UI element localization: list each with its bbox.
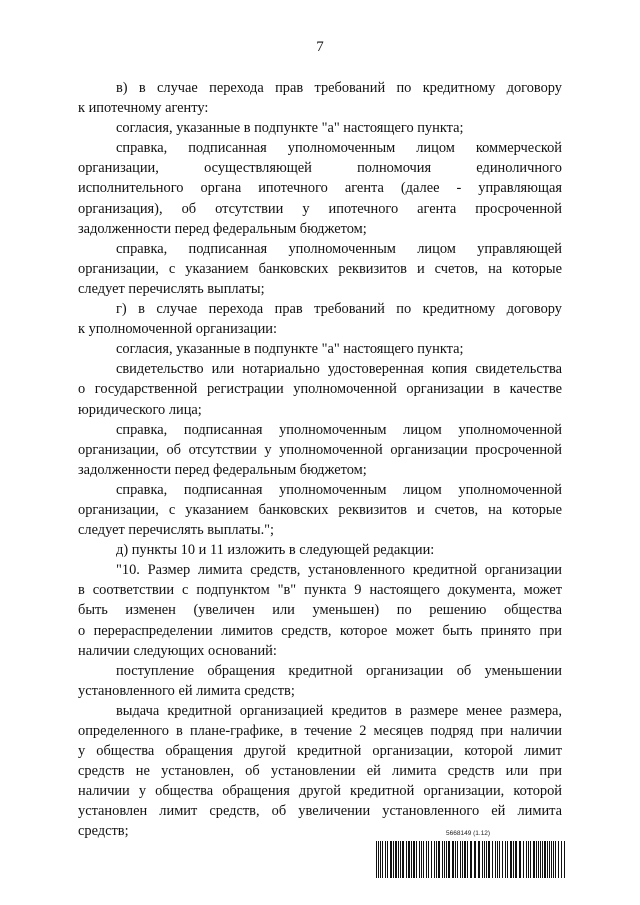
text-line: юридического лица; (78, 401, 202, 418)
barcode-bar (385, 841, 386, 878)
barcode-bar (426, 841, 427, 878)
barcode-bar (423, 841, 424, 878)
barcode-bar (395, 841, 397, 878)
barcode-bar (523, 841, 524, 878)
barcode-bar (507, 841, 508, 878)
barcode-bar (460, 841, 461, 878)
barcode-bar (564, 841, 565, 878)
page-number: 7 (316, 39, 324, 55)
text-line: быть изменен (увеличен или уменьшен) по решению общества (78, 602, 562, 619)
text-line: "10. Размер лимита средств, установленного кредитной организации (116, 562, 562, 579)
text-line: поступление обращения кредитной организации об уменьшении (116, 662, 562, 679)
barcode-bar (402, 841, 404, 878)
text-line: следует перечислять выплаты."; (78, 522, 275, 539)
barcode-bar (515, 841, 517, 878)
barcode-bar (538, 841, 539, 878)
barcode-bar (462, 841, 463, 878)
text-line: следует перечислять выплаты; (78, 280, 265, 297)
text-line: определенного в плане-графике, в течение 2 месяцев подряд при наличии (78, 723, 562, 739)
barcode-bar (431, 841, 432, 878)
barcode-bar (488, 841, 490, 878)
text-line: справка, подписанная уполномоченным лицом уполномоченной (116, 481, 562, 498)
barcode-bar (536, 841, 537, 878)
barcode-bar (434, 841, 435, 878)
barcode-bar (526, 841, 527, 878)
text-line: средств не установлен, об установлении ей лимита средств или при (78, 763, 562, 780)
barcode-bar (533, 841, 535, 878)
barcode-bar (484, 841, 485, 878)
text-line: наличии следующих оснований: (78, 642, 277, 659)
barcode-bar (457, 841, 458, 878)
barcode-image (376, 841, 565, 878)
text-line: организации, с указанием банковских реквизитов и счетов, на которые (78, 501, 562, 518)
text-line: г) в случае перехода прав требований по кредитному договору (116, 301, 562, 318)
barcode-bar (428, 841, 429, 878)
barcode-bar (408, 841, 410, 878)
barcode-bar (421, 841, 422, 878)
barcode-bar (387, 841, 388, 878)
text-line: организация), об отсутствии у ипотечного агента просроченной (78, 200, 562, 217)
text-line: средств; (78, 823, 129, 840)
barcode-bar (558, 841, 559, 878)
barcode-bar (505, 841, 506, 878)
text-line: выдача кредитной организацией кредитов в размере менее размера, (116, 702, 562, 719)
text-line: задолженности перед федеральным бюджетом; (78, 461, 367, 478)
barcode-bar (499, 841, 500, 878)
text-line: установленного ей лимита средств; (78, 682, 295, 699)
text-line: о государственной регистрации уполномоченной организации в качестве (78, 381, 562, 398)
barcode-bar (482, 841, 483, 878)
barcode-bar (551, 841, 552, 878)
barcode-bar (455, 841, 456, 878)
barcode-bar (376, 841, 377, 878)
barcode-bar (419, 841, 420, 878)
barcode-bar (413, 841, 415, 878)
barcode-bar (513, 841, 514, 878)
barcode-bar (436, 841, 437, 878)
document-code: 5668149 (1.12) (446, 830, 491, 837)
text-line: к ипотечному агенту: (78, 100, 209, 117)
barcode-bar (438, 841, 440, 878)
barcode-bar (380, 841, 381, 878)
text-line: задолженности перед федеральным бюджетом; (78, 220, 367, 237)
text-line: исполнительного органа ипотечного агента (далее - управляющая (78, 180, 562, 197)
barcode-bar (452, 841, 454, 878)
barcode-bar (542, 841, 543, 878)
text-line: согласия, указанные в подпункте "а" настоящего пункта; (116, 120, 464, 137)
barcode-bar (492, 841, 493, 878)
barcode-bar (478, 841, 480, 878)
barcode-bar (555, 841, 556, 878)
barcode-bar (547, 841, 548, 878)
barcode-bar (416, 841, 417, 878)
text-line: д) пункты 10 и 11 изложить в следующей редакции: (116, 542, 435, 559)
barcode-bar (553, 841, 554, 878)
barcode-bar (378, 841, 379, 878)
barcode-bar (411, 841, 412, 878)
text-line: свидетельство или нотариально удостоверенная копия свидетельства (116, 361, 562, 378)
barcode-bar (406, 841, 407, 878)
barcode-bar (519, 841, 521, 878)
barcode-bar (467, 841, 468, 878)
text-line: справка, подписанная уполномоченным лицом уполномоченной (116, 421, 562, 438)
barcode-bar (464, 841, 466, 878)
barcode-bar (400, 841, 401, 878)
text-line: установлен лимит средств, об увеличении установленного ей лимита (78, 803, 562, 820)
text-line: организации, осуществляющей полномочия единоличного (78, 160, 562, 177)
barcode-bar (549, 841, 550, 878)
barcode-bar (398, 841, 399, 878)
barcode-bar (540, 841, 541, 878)
barcode-bar (544, 841, 546, 878)
barcode-bar (382, 841, 383, 878)
text-line: согласия, указанные в подпункте "а" настоящего пункта; (116, 341, 464, 358)
text-line: справка, подписанная уполномоченным лицом коммерческой (116, 140, 562, 157)
barcode-bar (474, 841, 476, 878)
text-line: организации, с указанием банковских реквизитов и счетов, на которые (78, 260, 562, 277)
text-line: к уполномоченной организации: (78, 321, 278, 338)
text-line: наличии у общества обращения другой кредитной организации, которой (78, 783, 562, 800)
barcode-bar (502, 841, 503, 878)
barcode-bar (442, 841, 443, 878)
barcode-bar (444, 841, 445, 878)
document-body (78, 78, 562, 842)
barcode-bar (510, 841, 512, 878)
barcode-bar (528, 841, 529, 878)
text-line: в соответствии с подпунктом "в" пункта 9 настоящего документа, может (78, 582, 562, 599)
barcode-bar (486, 841, 487, 878)
barcode-bar (470, 841, 472, 878)
barcode-bar (530, 841, 531, 878)
text-line: в) в случае перехода прав требований по кредитному договору (116, 80, 562, 96)
text-line: у общества обращения другой кредитной организации, которой лимит (78, 743, 562, 760)
barcode-bar (495, 841, 496, 878)
barcode-bar (497, 841, 498, 878)
barcode-bar (448, 841, 450, 878)
barcode-bar (561, 841, 562, 878)
barcode-bar (393, 841, 394, 878)
text-line: организации, об отсутствии у уполномоченной организации просроченной (78, 441, 562, 458)
text-line: справка, подписанная уполномоченным лицом управляющей (116, 240, 562, 257)
barcode-bar (390, 841, 392, 878)
text-line: о перераспределении лимитов средств, которое может быть принято при (78, 622, 562, 639)
barcode-bar (446, 841, 447, 878)
